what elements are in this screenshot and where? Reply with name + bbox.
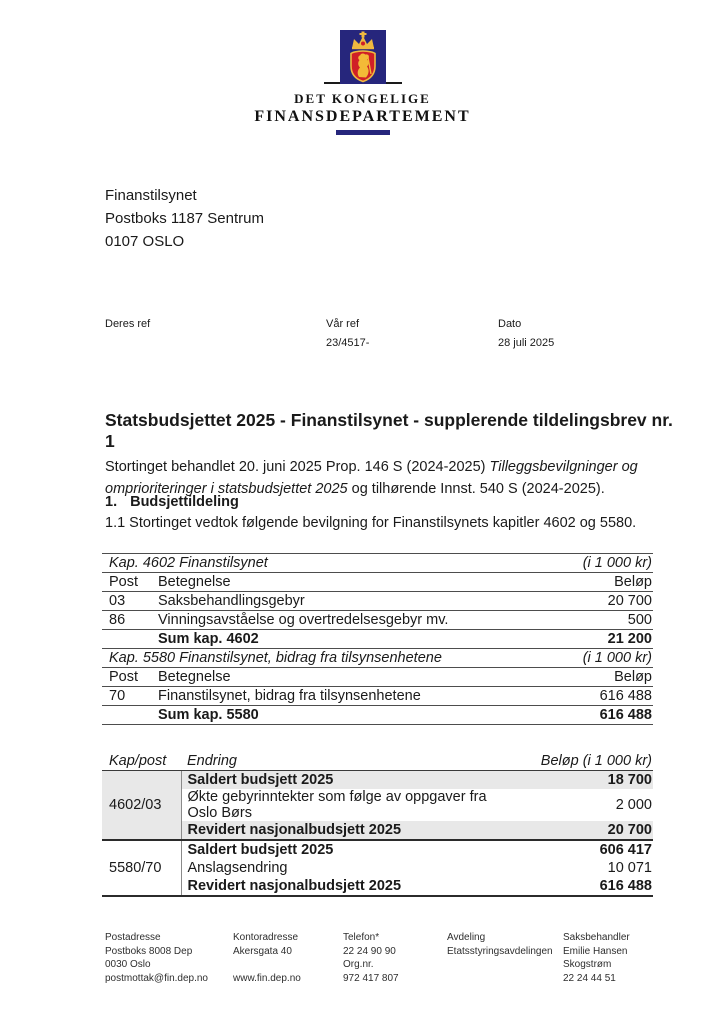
belop-cell: 18 700 bbox=[513, 771, 653, 790]
intro-paragraph bbox=[105, 456, 657, 500]
footer-email: postmottak@fin.dep.no bbox=[105, 972, 208, 984]
col-belop: Beløp (i 1 000 kr) bbox=[513, 752, 653, 771]
changes-header-row bbox=[102, 752, 653, 771]
footer-avdeling: Avdeling Etatsstyringsavdelingen bbox=[447, 932, 553, 957]
cell-belop: 616 488 bbox=[543, 687, 653, 706]
footer-telefon: Telefon* 22 24 90 90 Org.nr. 972 417 807 bbox=[343, 932, 399, 984]
section-budsjettildeling bbox=[105, 494, 657, 531]
cell-betegnelse: Saksbehandlingsgebyr bbox=[158, 592, 543, 611]
cell-post: 03 bbox=[102, 592, 158, 611]
letterhead bbox=[0, 30, 725, 135]
col-endring: Endring bbox=[181, 752, 513, 771]
footer-website: www.fin.dep.no bbox=[233, 972, 301, 984]
endring-cell: Saldert budsjett 2025 bbox=[181, 840, 513, 859]
belop-cell: 20 700 bbox=[513, 821, 653, 840]
dato-column bbox=[498, 318, 554, 349]
endring-cell: Anslagsendring bbox=[187, 860, 288, 876]
emblem-area bbox=[0, 30, 725, 86]
footer-postadresse: Postadresse Postboks 8008 Dep 0030 Oslo postmottak@fin.dep.no bbox=[105, 932, 208, 984]
table-unit: (i 1 000 kr) bbox=[543, 649, 653, 668]
cell-belop: 20 700 bbox=[543, 592, 653, 611]
sum-label: Sum kap. 5580 bbox=[158, 706, 543, 725]
changes-row bbox=[102, 771, 653, 790]
cell-betegnelse: Vinningsavståelse og overtredelsesgebyr mv. bbox=[158, 611, 543, 630]
sum-value: 616 488 bbox=[543, 706, 653, 725]
changes-table bbox=[102, 752, 653, 897]
footer-label: Postadresse bbox=[105, 932, 161, 943]
dato-value: 28 juli 2025 bbox=[498, 337, 555, 349]
table-header-row bbox=[102, 573, 653, 592]
endring-cell: Saldert budsjett 2025 bbox=[181, 771, 513, 790]
var-ref-label: Vår ref bbox=[326, 318, 360, 330]
changes-row bbox=[102, 821, 653, 840]
footer-label: Saksbehandler bbox=[563, 932, 630, 943]
col-belop: Beløp bbox=[543, 668, 653, 687]
section-heading-text: Budsjettildeling bbox=[130, 494, 239, 510]
col-betegnelse: Betegnelse bbox=[158, 573, 543, 592]
reference-block bbox=[105, 318, 653, 358]
letterhead-bar bbox=[336, 130, 390, 135]
col-post: Post bbox=[102, 668, 158, 687]
sum-label: Sum kap. 4602 bbox=[158, 630, 543, 649]
kap-post-cell: 5580/70 bbox=[102, 840, 181, 896]
belop-cell: 2 000 bbox=[615, 797, 652, 813]
sum-value: 21 200 bbox=[543, 630, 653, 649]
intro-post: og tilhørende Innst. 540 S (2024-2025). bbox=[347, 480, 605, 497]
deres-ref-label: Deres ref bbox=[105, 318, 151, 330]
table-caption-row bbox=[102, 554, 653, 573]
table-sum-row bbox=[102, 630, 653, 649]
endring-cell: Økte gebyrinntekter som følge av oppgaver fra Oslo Børs bbox=[187, 789, 487, 821]
footer-label: Kontoradresse bbox=[233, 932, 299, 943]
belop-cell: 606 417 bbox=[513, 840, 653, 859]
footer-label: Avdeling bbox=[447, 932, 486, 943]
dato-label: Dato bbox=[498, 318, 522, 330]
footer-kontoradresse: Kontoradresse Akersgata 40 www.fin.dep.no bbox=[233, 932, 301, 984]
recipient-city: 0107 OSLO bbox=[105, 233, 185, 250]
changes-row bbox=[102, 840, 653, 859]
cell-betegnelse: Finanstilsynet, bidrag fra tilsynsenhetene bbox=[158, 687, 543, 706]
table-header-row bbox=[102, 668, 653, 687]
table-row bbox=[102, 687, 653, 706]
footer-saksbehandler: Saksbehandler Emilie Hansen Skogstrøm 22 24 44 51 bbox=[563, 932, 630, 984]
section-heading bbox=[105, 494, 657, 510]
changes-row bbox=[102, 877, 653, 896]
table-caption: Kap. 4602 Finanstilsynet bbox=[102, 554, 543, 573]
letterhead-line2: FINANSDEPARTEMENT bbox=[254, 108, 471, 125]
endring-cell: Revidert nasjonalbudsjett 2025 bbox=[181, 821, 513, 840]
col-post: Post bbox=[102, 573, 158, 592]
table-caption: Kap. 5580 Finanstilsynet, bidrag fra tilsynsenhetene bbox=[102, 649, 543, 668]
deres-ref-column bbox=[105, 318, 150, 337]
table-row bbox=[102, 611, 653, 630]
table-row bbox=[102, 592, 653, 611]
norway-coat-of-arms-icon bbox=[340, 30, 386, 84]
belop-cell: 10 071 bbox=[607, 860, 652, 876]
footer-label: Telefon* bbox=[343, 932, 380, 943]
col-betegnelse: Betegnelse bbox=[158, 668, 543, 687]
kap-post-cell: 4602/03 bbox=[102, 771, 181, 841]
recipient-address bbox=[105, 184, 264, 253]
var-ref-value: 23/4517- bbox=[326, 337, 370, 349]
table-sum-row bbox=[102, 706, 653, 725]
changes-row bbox=[102, 789, 653, 821]
document-title: Statsbudsjettet 2025 - Finanstilsynet - supplerende tildelingsbrev nr. 1 bbox=[105, 410, 673, 451]
endring-cell: Revidert nasjonalbudsjett 2025 bbox=[187, 878, 402, 894]
budget-table bbox=[102, 553, 653, 725]
col-belop: Beløp bbox=[543, 573, 653, 592]
intro-italic: Tilleggsbevilgninger og omprioriteringer i statsbudsjettet 2025 bbox=[105, 458, 638, 497]
section-subtext: 1.1 Stortinget vedtok følgende bevilgning for Finanstilsynets kapitler 4602 og 5580. bbox=[105, 515, 637, 531]
recipient-name: Finanstilsynet bbox=[105, 187, 197, 204]
intro-pre: Stortinget behandlet 20. juni 2025 Prop. 146 S (2024-2025) bbox=[105, 458, 490, 475]
table-unit: (i 1 000 kr) bbox=[543, 554, 653, 573]
recipient-street: Postboks 1187 Sentrum bbox=[105, 210, 264, 227]
var-ref-column bbox=[326, 318, 369, 349]
letterhead-line1: DET KONGELIGE bbox=[294, 91, 431, 106]
cell-belop: 500 bbox=[543, 611, 653, 630]
cell-post: 70 bbox=[102, 687, 158, 706]
section-number: 1. bbox=[105, 494, 118, 510]
belop-cell: 616 488 bbox=[599, 878, 652, 894]
cell-post: 86 bbox=[102, 611, 158, 630]
table-caption-row bbox=[102, 649, 653, 668]
col-kap-post: Kap/post bbox=[102, 752, 181, 771]
changes-row bbox=[102, 859, 653, 877]
